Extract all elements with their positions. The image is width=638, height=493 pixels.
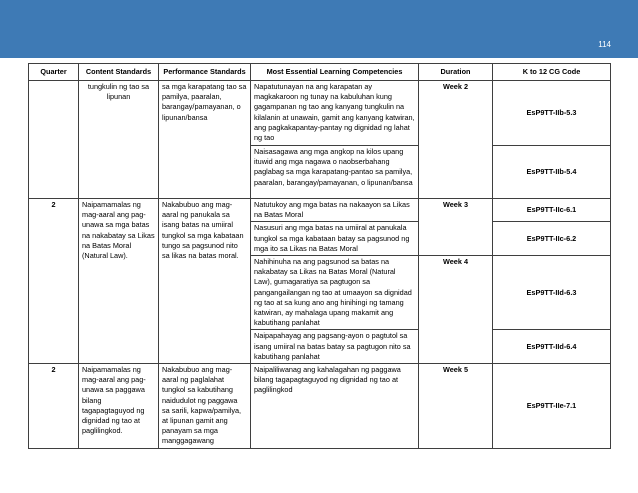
page-header-band <box>0 0 638 58</box>
duration-cell: Week 2 <box>419 81 493 199</box>
content-standard-cell: tungkulin ng tao sa lipunan <box>79 81 159 199</box>
competency-cell: Nasusuri ang mga batas na umiiral at panukala tungkol sa mga kabataan batay sa pagsunod ng mga ito sa Likas na Batas Moral <box>251 222 419 256</box>
cg-code-cell: EsP9TT-IIc-6.1 <box>493 199 611 222</box>
duration-cell: Week 4 <box>419 256 493 364</box>
cg-code-cell: EsP9TT-IId-6.4 <box>493 330 611 364</box>
quarter-cell: 2 <box>29 364 79 449</box>
performance-standard-cell: Nakabubuo ang mag-aaral ng panukala sa isang batas na umiiral tungkol sa mga kabataan tungo sa pagsunod nito sa likas na batas moral. <box>159 199 251 364</box>
cg-code-cell: EsP9TT-IIe-7.1 <box>493 364 611 449</box>
competency-cell: Napatutunayan na ang karapatan ay magkakaroon ng tunay na kabuluhan kung gagampanan ng tao ang kanyang tungkulin na kilalanin at unawain, gamit ang kanyang katwiran, ang pagkakapantay-pantay ng dignidad ng lahat ng tao <box>251 81 419 146</box>
cg-code-cell: EsP9TT-IIb-5.3 <box>493 81 611 146</box>
header-quarter: Quarter <box>29 64 79 81</box>
table-header-row <box>29 64 611 81</box>
competency-cell: Naisasagawa ang mga angkop na kilos upang ituwid ang mga nagawa o naobserbahang paglabag sa mga karapatang-pantao sa pamilya, paaralan, barangay/pamayanan, o lipunan/bansa <box>251 146 419 199</box>
duration-cell: Week 3 <box>419 199 493 256</box>
competency-cell: Naipaliliwanag ang kahalagahan ng paggawa bilang tagapagtaguyod ng dignidad ng tao at paglilingkod <box>251 364 419 449</box>
header-cg-code: K to 12 CG Code <box>493 64 611 81</box>
quarter-cell: 2 <box>29 199 79 364</box>
curriculum-guide-table <box>28 63 611 449</box>
header-competencies: Most Essential Learning Competencies <box>251 64 419 81</box>
page-number: 114 <box>598 40 611 49</box>
duration-cell: Week 5 <box>419 364 493 449</box>
table-row <box>29 199 611 222</box>
performance-standard-cell: sa mga karapatang tao sa pamilya, paaralan, barangay/pamayanan, o lipunan/bansa <box>159 81 251 199</box>
competency-cell: Nahihinuha na ang pagsunod sa batas na nakabatay sa Likas na Batas Moral (Natural Law), gumagaratiya sa pagtugon sa pangangailangan ng tao at umaayon sa dignidad ng tao at sa kung ano ang hinihingi ng tamang katwiran, ay mahalaga upang makamit ang kabutihang panlahat <box>251 256 419 330</box>
content-standard-cell: Naipamamalas ng mag-aaral ang pag-unawa sa mga batas na nakabatay sa Likas na Batas Moral (Natural Law). <box>79 199 159 364</box>
competency-cell: Naipapahayag ang pagsang-ayon o pagtutol sa isang umiiral na batas batay sa pagtugon nito sa kabutihang panlahat <box>251 330 419 364</box>
header-duration: Duration <box>419 64 493 81</box>
cg-code-cell: EsP9TT-IId-6.3 <box>493 256 611 330</box>
cg-code-cell: EsP9TT-IIb-5.4 <box>493 146 611 199</box>
table-row <box>29 81 611 146</box>
header-performance-standards: Performance Standards <box>159 64 251 81</box>
cg-code-cell: EsP9TT-IIc-6.2 <box>493 222 611 256</box>
competency-cell: Natutukoy ang mga batas na nakaayon sa Likas na Batas Moral <box>251 199 419 222</box>
header-content-standards: Content Standards <box>79 64 159 81</box>
quarter-cell <box>29 81 79 199</box>
table-row <box>29 364 611 449</box>
content-standard-cell: Naipamamalas ng mag-aaral ang pag-unawa sa paggawa bilang tagapagtaguyod ng dignidad ng tao at paglilingkod. <box>79 364 159 449</box>
performance-standard-cell: Nakabubuo ang mag-aaral ng paglalahat tungkol sa kabutihang naidudulot ng paggawa sa sarili, kapwa/pamilya, at lipunan gamit ang panayam sa mga manggagawang <box>159 364 251 449</box>
